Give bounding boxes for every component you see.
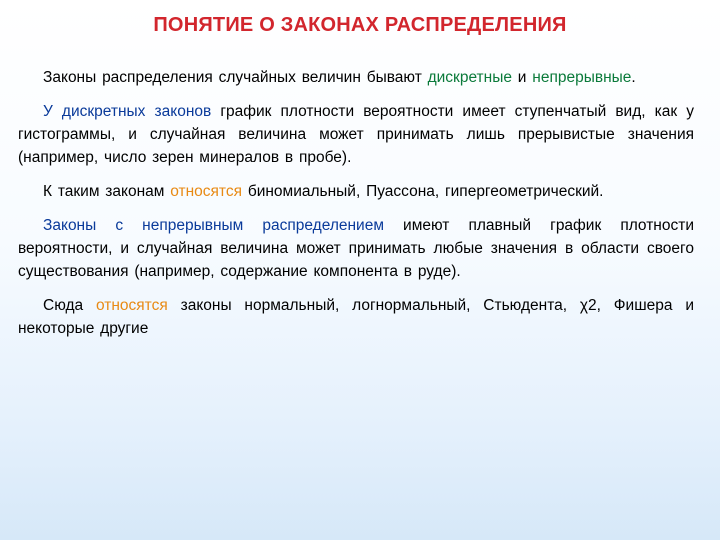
term-belong-2: относятся: [95, 297, 168, 314]
p5-text-a: Сюда: [43, 297, 96, 314]
p1-text-e: .: [631, 69, 636, 86]
p4-text-b: имеют плавный график плотности вероятности, и случайная величина может принимать любые значения в области своего существования (например, содержание компонента в руде).: [18, 217, 694, 280]
term-belong-1: относятся: [170, 183, 243, 200]
paragraph-discrete-laws: [18, 100, 694, 169]
p5-text-c: законы нормальный, логнормальный, Стьюдента, χ2, Фишера и некоторые другие: [18, 297, 694, 337]
p3-text-c: биномиальный, Пуассона, гипергеометрический.: [242, 183, 604, 200]
slide-content: [18, 66, 694, 351]
p1-text-c: и: [511, 69, 533, 86]
paragraph-discrete-examples: [18, 180, 694, 203]
paragraph-continuous-laws: [18, 214, 694, 283]
term-discrete: дискретные: [427, 69, 512, 86]
paragraph-continuous-examples: [18, 294, 694, 340]
term-continuous-laws: Законы с непрерывным распределением: [43, 217, 384, 234]
p2-text-b: график плотности вероятности имеет ступенчатый вид, как у гистограммы, и случайная величина может принимать лишь прерывистые значения (например, число зерен минералов в пробе).: [18, 103, 694, 166]
p3-text-a: К таким законам: [43, 183, 171, 200]
p1-text-a: Законы распределения случайных величин бывают: [43, 69, 428, 86]
slide-title: ПОНЯТИЕ О ЗАКОНАХ РАСПРЕДЕЛЕНИЯ: [153, 14, 567, 36]
paragraph-distribution-types: [18, 66, 694, 89]
term-discrete-laws: У дискретных законов: [43, 103, 212, 120]
term-continuous: непрерывные: [532, 69, 632, 86]
